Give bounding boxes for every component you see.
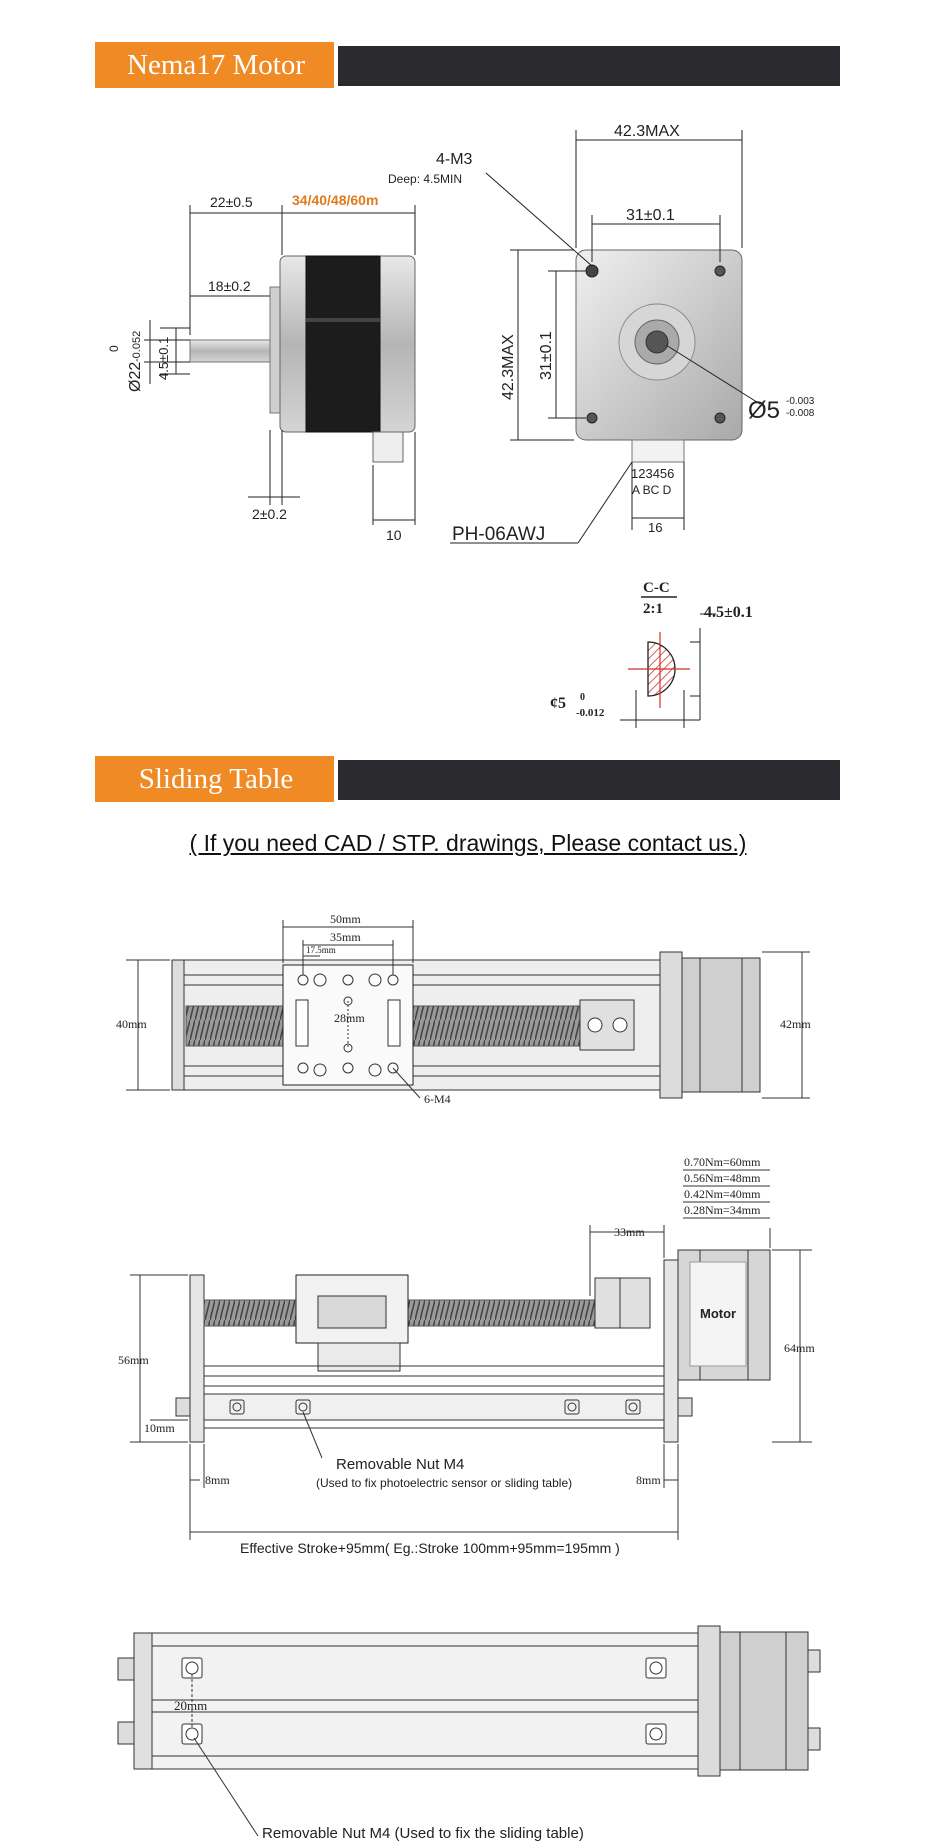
dim-35: 35mm <box>330 930 361 944</box>
dim-20: 20mm <box>174 1698 208 1713</box>
dim-shaft-tol: -0.052 <box>131 330 143 362</box>
dim-length: 34/40/48/60m <box>292 192 379 208</box>
dim-33: 33mm <box>614 1225 645 1239</box>
slide-top-view <box>126 920 810 1098</box>
section-phi-tol: -0.012 <box>576 707 605 719</box>
dim-shaft-tol-top: 0 <box>107 345 121 352</box>
dim-16: 16 <box>648 520 663 535</box>
shaft-section <box>620 597 716 728</box>
section-phi-tol-top: 0 <box>580 692 585 703</box>
sliding-banner-title: Sliding Table <box>95 756 337 802</box>
dim-18: 18±0.2 <box>208 278 251 294</box>
dim-10: 10 <box>386 527 402 543</box>
label-removable-nut-bottom: Removable Nut M4 (Used to fix the sliding table) <box>262 1825 584 1842</box>
dim-phi-5-tol-1: -0.003 <box>786 396 815 407</box>
dim-31-top: 31±0.1 <box>626 207 675 224</box>
dim-56: 56mm <box>118 1353 149 1367</box>
motor-side-view <box>144 205 415 525</box>
dim-shaft-dia: Ø22 <box>127 361 144 392</box>
dim-8-left: 8mm <box>205 1473 230 1487</box>
torque-40: 0.42Nm=40mm <box>684 1187 761 1201</box>
torque-34: 0.28Nm=34mm <box>684 1203 761 1217</box>
dim-phi-5-tol-2: -0.008 <box>786 408 815 419</box>
label-pins: 123456 <box>631 466 675 481</box>
section-dim-4-5: 4.5±0.1 <box>704 604 753 621</box>
label-connector: PH-06AWJ <box>452 524 546 545</box>
dim-42-3-side: 42.3MAX <box>500 334 517 400</box>
motor-banner-title: Nema17 Motor <box>95 42 337 88</box>
label-phases: A BC D <box>632 483 672 497</box>
dim-31-side: 31±0.1 <box>538 331 555 380</box>
dim-64: 64mm <box>784 1341 815 1355</box>
dim-2: 2±0.2 <box>252 506 287 522</box>
label-nut-note: (Used to fix photoelectric sensor or sliding table) <box>316 1476 573 1490</box>
dim-10-side: 10mm <box>144 1421 175 1435</box>
dim-phi-5: Ø5 <box>748 397 781 424</box>
dim-42: 42mm <box>780 1017 811 1031</box>
dim-17-5: 17.5mm <box>306 945 336 955</box>
dim-8-right: 8mm <box>636 1473 661 1487</box>
label-effective-stroke: Effective Stroke+95mm( Eg.:Stroke 100mm+95mm=195mm ) <box>240 1540 620 1556</box>
label-deep: Deep: 4.5MIN <box>388 172 463 186</box>
dim-40: 40mm <box>116 1017 147 1031</box>
label-4-m3: 4-M3 <box>436 151 473 168</box>
motor-front-view <box>450 130 760 543</box>
label-removable-nut: Removable Nut M4 <box>336 1456 465 1473</box>
section-scale: 2:1 <box>643 601 663 617</box>
section-title: C-C <box>643 580 670 596</box>
torque-60: 0.70Nm=60mm <box>684 1155 761 1169</box>
slide-bottom-view <box>118 1626 820 1836</box>
dim-22: 22±0.5 <box>210 194 253 210</box>
dim-42-3-top: 42.3MAX <box>614 123 680 140</box>
dim-4-5: 4.5±0.1 <box>156 336 171 380</box>
label-motor: Motor <box>700 1306 737 1321</box>
contact-note[interactable]: ( If you need CAD / STP. drawings, Please contact us.) <box>189 830 747 856</box>
section-phi: ¢5 <box>550 695 566 712</box>
dim-28: 28mm <box>334 1011 365 1025</box>
torque-48: 0.56Nm=48mm <box>684 1171 761 1185</box>
label-6-m4: 6-M4 <box>424 1092 451 1106</box>
dim-50: 50mm <box>330 912 361 926</box>
